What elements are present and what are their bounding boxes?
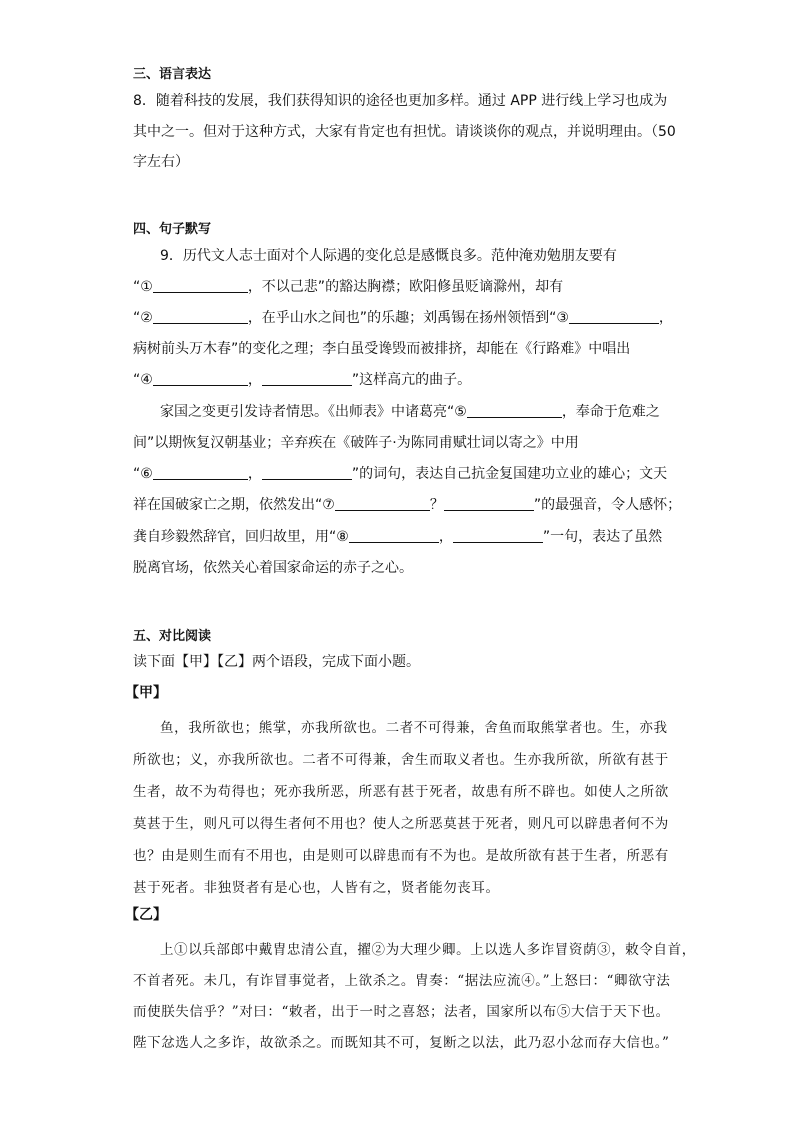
q9-line-10 — [133, 526, 662, 546]
answer-blank-3[interactable] — [569, 309, 659, 324]
yi-line-3: 而使朕失信乎？”对曰：“敕者，出于一时之喜怒；法者，国家所以布⑤大信于天下也。 — [133, 1004, 670, 1020]
q9-text: ，在乎山水之间也”的乐趣；刘禹锡在扬州领悟到“③ — [247, 310, 569, 326]
jia-line-1: 鱼，我所欲也；熊掌，亦我所欲也。二者不可得兼，舍鱼而取熊掌者也。生，亦我 — [160, 720, 668, 736]
q9-line-8 — [133, 463, 667, 483]
q9-text: ，不以己悲”的豁达胸襟；欧阳修虽贬谪滁州，却有 — [247, 279, 564, 295]
answer-blank-5[interactable] — [467, 403, 562, 418]
q9-line-9 — [133, 494, 681, 514]
jia-line-4: 莫甚于生，则凡可以得生者何不用也？使人之所恶莫甚于死者，则凡可以辟患者何不为 — [133, 816, 669, 832]
q9-text: ， — [658, 310, 673, 326]
q9-text: ”的最强音，令人感怀； — [533, 497, 682, 513]
q9-line-1: 9．历代文人志士面对个人际遇的变化总是感慨良多。范仲淹劝勉朋友要有 — [160, 248, 617, 264]
q8-line-3: 字左右） — [133, 154, 189, 170]
q9-text: “⑥ — [133, 466, 153, 482]
q9-text: ，奉命于危难之 — [561, 404, 660, 420]
yi-label: 【乙】 — [125, 907, 167, 923]
q9-text: “④ — [133, 372, 153, 388]
q9-text: ”一句，表达了虽然 — [542, 529, 663, 545]
q9-line-4: 病树前头万木春”的变化之理；李白虽受谗毁而被排挤，却能在《行路难》中唱出 — [133, 341, 631, 357]
answer-blank-6a[interactable] — [153, 465, 248, 480]
answer-blank-4a[interactable] — [153, 371, 248, 386]
jia-line-3: 生者，故不为苟得也；死亦我所恶，所恶有甚于死者，故患有所不辟也。如使人之所欲 — [133, 784, 669, 800]
jia-line-5: 也？由是则生而有不用也，由是则可以辟患而有不为也。是故所欲有甚于生者，所恶有 — [133, 848, 669, 864]
section-5-heading: 五、对比阅读 — [133, 629, 212, 644]
q9-line-7: 间”以期恢复汉朝基业；辛弃疾在《破阵子·为陈同甫赋壮词以寄之》中用 — [133, 435, 579, 451]
q9-text: “② — [133, 310, 153, 326]
answer-blank-1[interactable] — [153, 278, 248, 293]
q9-line-6 — [160, 401, 660, 421]
yi-line-2: 不首者死。未几，有诈冒事觉者，上欲杀之。胄奏：“据法应流④。”上怒曰：“卿欲守法 — [133, 973, 671, 989]
yi-line-1: 上①以兵部郎中戴胄忠清公直，擢②为大理少卿。上以选人多诈冒资荫③，敕令自首， — [160, 942, 696, 958]
jia-line-2: 所欲也；义，亦我所欲也。二者不可得兼，舍生而取义者也。生亦我所欲，所欲有甚于 — [133, 752, 669, 768]
section-4-heading: 四、句子默写 — [133, 222, 212, 237]
answer-blank-7b[interactable] — [444, 496, 534, 511]
answer-blank-8a[interactable] — [349, 528, 439, 543]
q9-text: ， — [247, 466, 262, 482]
q8-line-1: 8．随着科技的发展，我们获得知识的途径也更加多样。通过 APP 进行线上学习也成为 — [133, 93, 668, 109]
q8-line-2: 其中之一。但对于这种方式，大家有肯定也有担忧。请谈谈你的观点，并说明理由。（50 — [133, 124, 676, 140]
q9-line-11: 脱离官场，依然关心着国家命运的赤子之心。 — [133, 560, 413, 576]
q9-text: 龚自珍毅然辞官，回归故里，用“⑧ — [133, 529, 349, 545]
q9-text: ？ — [429, 497, 444, 513]
answer-blank-6b[interactable] — [262, 465, 352, 480]
q9-text: 祥在国破家亡之期，依然发出“⑦ — [133, 497, 335, 513]
jia-line-6: 甚于死者。非独贤者有是心也，人皆有之，贤者能勿丧耳。 — [133, 880, 500, 896]
answer-blank-4b[interactable] — [262, 371, 352, 386]
answer-blank-8b[interactable] — [453, 528, 543, 543]
section-5-intro: 读下面【甲】【乙】两个语段，完成下面小题。 — [133, 654, 420, 670]
section-3-heading: 三、语言表达 — [133, 67, 212, 82]
q9-line-3 — [133, 307, 673, 327]
q9-line-2 — [133, 276, 563, 296]
q9-text: 家国之变更引发诗者情思。《出师表》中诸葛亮“⑤ — [160, 404, 467, 420]
answer-blank-7a[interactable] — [335, 496, 430, 511]
q9-text: “① — [133, 279, 153, 295]
q9-text: ， — [438, 529, 453, 545]
q9-text: ”的词句，表达自己抗金复国建功立业的雄心；文天 — [351, 466, 668, 482]
q9-text: ”这样高亢的曲子。 — [351, 372, 472, 388]
yi-line-4: 陛下忿选人之多诈，故欲杀之。而既知其不可，复断之以法，此乃忍小忿而存大信也。” — [133, 1035, 670, 1051]
q9-text: ， — [247, 372, 262, 388]
answer-blank-2[interactable] — [153, 309, 248, 324]
q9-line-5 — [133, 369, 471, 389]
jia-label: 【甲】 — [125, 685, 167, 701]
